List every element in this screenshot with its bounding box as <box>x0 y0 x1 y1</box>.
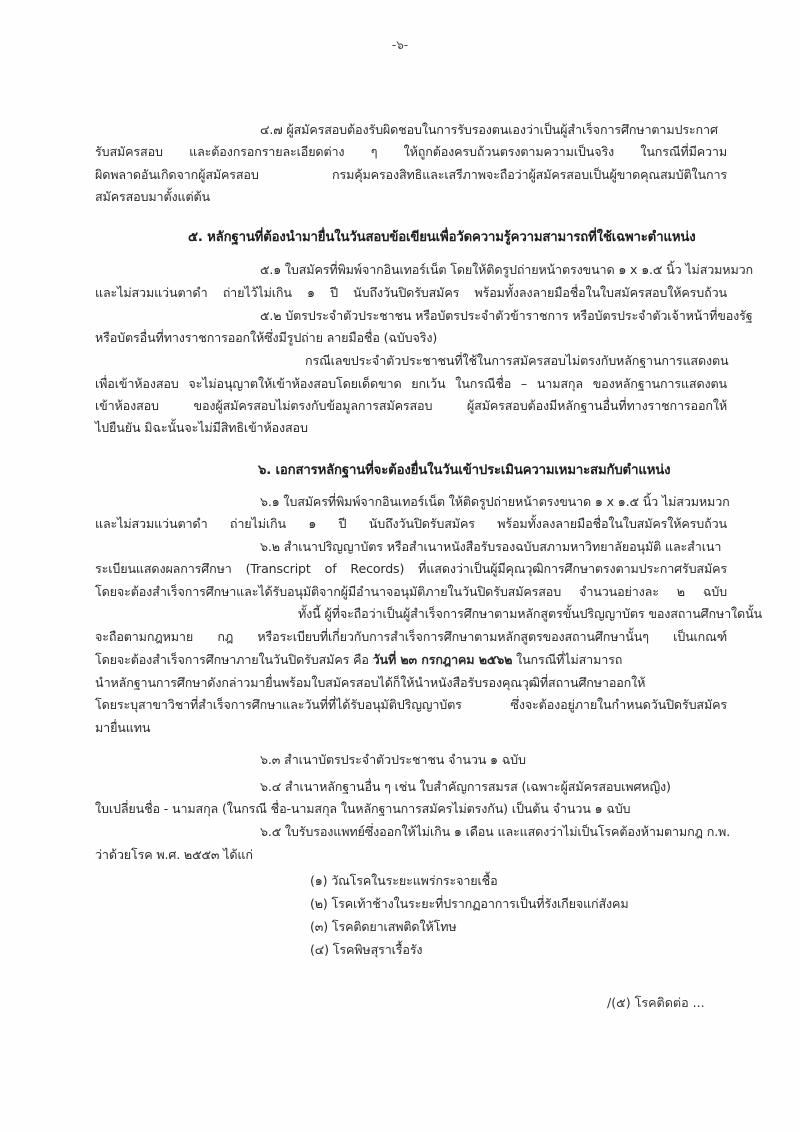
paragraph-4-7-line-2: รับสมัครสอบ และต้องกรอกรายละเอียดต่าง ๆ ให้ถูกต้องครบถ้วนตรงตามความเป็นจริง ในกรณีที่มีความ <box>95 144 727 159</box>
paragraph-4-7-line-1: ๔.๗ ผู้สมัครสอบต้องรับผิดชอบในการรับรองตนเองว่าเป็นผู้สำเร็จการศึกษาตามประกาศ <box>260 122 718 137</box>
item-6-2-note-line-4: นำหลักฐานการศึกษาดังกล่าวมายื่นพร้อมใบสมัครสอบได้ก็ให้นำหนังสือรับรองคุณวุฒิที่สถานศึกษาออกให้ <box>95 675 646 690</box>
item-6-2-note-line-6: มายื่นแทน <box>95 720 151 735</box>
item-6-1-line-2: และไม่สวมแว่นตาดำ ถ่ายไม่เกิน ๑ ปี นับถึงวันปิดรับสมัคร พร้อมทั้งลงลายมือชื่อในใบสมัครให้ครบถ้วน <box>95 516 727 531</box>
item-5-2-line-2: หรือบัตรอื่นที่ทางราชการออกให้ซึ่งมีรูปถ่าย ลายมือชื่อ (ฉบับจริง) <box>95 330 438 345</box>
item-6-4-line-1: ๖.๔ สำเนาหลักฐานอื่น ๆ เช่น ใบสำคัญการสมรส (เฉพาะผู้สมัครสอบเพศหญิง) <box>260 779 671 794</box>
item-6-4-line-2: ใบเปลี่ยนชื่อ - นามสกุล (ในกรณี ชื่อ-นามสกุล ในหลักฐานการสมัครไม่ตรงกัน) เป็นต้น จำนวน ๑ ฉบับ <box>95 801 631 816</box>
application-close-date: วันที่ ๒๓ กรกฎาคม ๒๕๖๒ <box>372 652 513 667</box>
section-6-heading: ๖. เอกสารหลักฐานที่จะต้องยื่นในวันเข้าประเมินความเหมาะสมกับตำแหน่ง <box>258 463 671 478</box>
disease-item-3: (๓) โรคติดยาเสพติดให้โทษ <box>310 919 457 934</box>
paragraph-4-7-line-3: ผิดพลาดอันเกิดจากผู้สมัครสอบ กรมคุ้มครองสิทธิและเสรีภาพจะถือว่าผู้สมัครสอบเป็นผู้ขาดคุณสมบัติในการ <box>95 167 727 182</box>
note-5-line-3: เข้าห้องสอบ ของผู้สมัครสอบไม่ตรงกับข้อมูลการสมัครสอบ ผู้สมัครสอบต้องมีหลักฐานอื่นที่ทางราชการออกให้ <box>95 398 727 413</box>
item-6-2-line-2: ระเบียนแสดงผลการศึกษา (Transcript of Records) ที่แสดงว่าเป็นผู้มีคุณวุฒิการศึกษาตรงตามประกาศรับสมัคร <box>95 561 727 576</box>
disease-item-2: (๒) โรคเท้าช้างในระยะที่ปรากฏอาการเป็นที่รังเกียจแก่สังคม <box>310 896 629 911</box>
item-6-5-line-1: ๖.๕ ใบรับรองแพทย์ซึ่งออกให้ไม่เกิน ๑ เดือน และแสดงว่าไม่เป็นโรคต้องห้ามตามกฎ ก.พ. <box>260 824 731 839</box>
section-5-heading: ๕. หลักฐานที่ต้องนำมายื่นในวันสอบข้อเขียนเพื่อวัดความรู้ความสามารถที่ใช้เฉพาะตำแหน่ง <box>188 230 696 245</box>
deadline-prefix: โดยจะต้องสำเร็จการศึกษาภายในวันปิดรับสมัคร คือ <box>95 652 373 667</box>
deadline-suffix: ในกรณีที่ไม่สามารถ <box>512 652 623 667</box>
item-6-2-note-line-2: จะถือตามกฎหมาย กฎ หรือระเบียบที่เกี่ยวกับการสำเร็จการศึกษาตามหลักสูตรของสถานศึกษานั้นๆ เป็นเกณฑ์ <box>95 629 727 644</box>
item-5-1-line-1: ๕.๑ ใบสมัครที่พิมพ์จากอินเทอร์เน็ต โดยให้ติดรูปถ่ายหน้าตรงขนาด ๑ x ๑.๕ นิ้ว ไม่สวมหมวก <box>260 262 754 277</box>
item-6-3: ๖.๓ สำเนาบัตรประจำตัวประชาชน จำนวน ๑ ฉบับ <box>260 752 526 767</box>
paragraph-4-7-line-4: สมัครสอบมาตั้งแต่ต้น <box>95 189 210 204</box>
continuation-note: /(๕) โรคติดต่อ ... <box>607 995 705 1010</box>
note-5-line-1: กรณีเลขประจำตัวประชาชนที่ใช้ในการสมัครสอบไม่ตรงกับหลักฐานการแสดงตน <box>305 353 729 368</box>
page-number: -๖- <box>391 38 409 52</box>
note-5-line-4: ไปยืนยัน มิฉะนั้นจะไม่มีสิทธิเข้าห้องสอบ <box>95 420 308 435</box>
item-5-1-line-2: และไม่สวมแว่นตาดำ ถ่ายไว้ไม่เกิน ๑ ปี นับถึงวันปิดรับสมัคร พร้อมทั้งลงลายมือชื่อในใบสมัครสอบให้ครบถ้วน <box>95 285 727 300</box>
disease-item-4: (๔) โรคพิษสุราเรื้อรัง <box>310 942 423 957</box>
disease-item-1: (๑) วัณโรคในระยะแพร่กระจายเชื้อ <box>310 873 498 888</box>
item-6-1-line-1: ๖.๑ ใบสมัครที่พิมพ์จากอินเทอร์เน็ต ให้ติดรูปถ่ายหน้าตรงขนาด ๑ x ๑.๕ นิ้ว ไม่สวมหมวก <box>260 494 730 509</box>
item-6-2-note-line-5: โดยระบุสาขาวิชาที่สำเร็จการศึกษาและวันที่ที่ได้รับอนุมัติปริญญาบัตร ซึ่งจะต้องอยู่ภายในกำหนดวันปิดรับสมัคร <box>95 697 727 712</box>
item-6-2-note-line-1: ทั้งนี้ ผู้ที่จะถือว่าเป็นผู้สำเร็จการศึกษาตามหลักสูตรขั้นปริญญาบัตร ของสถานศึกษาใดนั้น <box>298 606 762 621</box>
deadline-line <box>95 650 622 670</box>
note-5-line-2: เพื่อเข้าห้องสอบ จะไม่อนุญาตให้เข้าห้องสอบโดยเด็ดขาด ยกเว้น ในกรณีชื่อ – นามสกุล ของหลักฐานการแสดงตน <box>95 376 727 391</box>
item-5-2-line-1: ๕.๒ บัตรประจำตัวประชาชน หรือบัตรประจำตัวข้าราชการ หรือบัตรประจำตัวเจ้าหน้าที่ของรัฐ <box>260 308 753 323</box>
item-6-2-line-3: โดยจะต้องสำเร็จการศึกษาและได้รับอนุมัติจากผู้มีอำนาจอนุมัติภายในวันปิดรับสมัครสอบ จำนวนอย่างละ ๒ ฉบับ <box>95 584 727 599</box>
item-6-2-line-1: ๖.๒ สำเนาปริญญาบัตร หรือสำเนาหนังสือรับรองฉบับสภามหาวิทยาลัยอนุมัติ และสำเนา <box>260 539 722 554</box>
item-6-5-line-2: ว่าด้วยโรค พ.ศ. ๒๕๕๓ ได้แก่ <box>95 847 253 862</box>
